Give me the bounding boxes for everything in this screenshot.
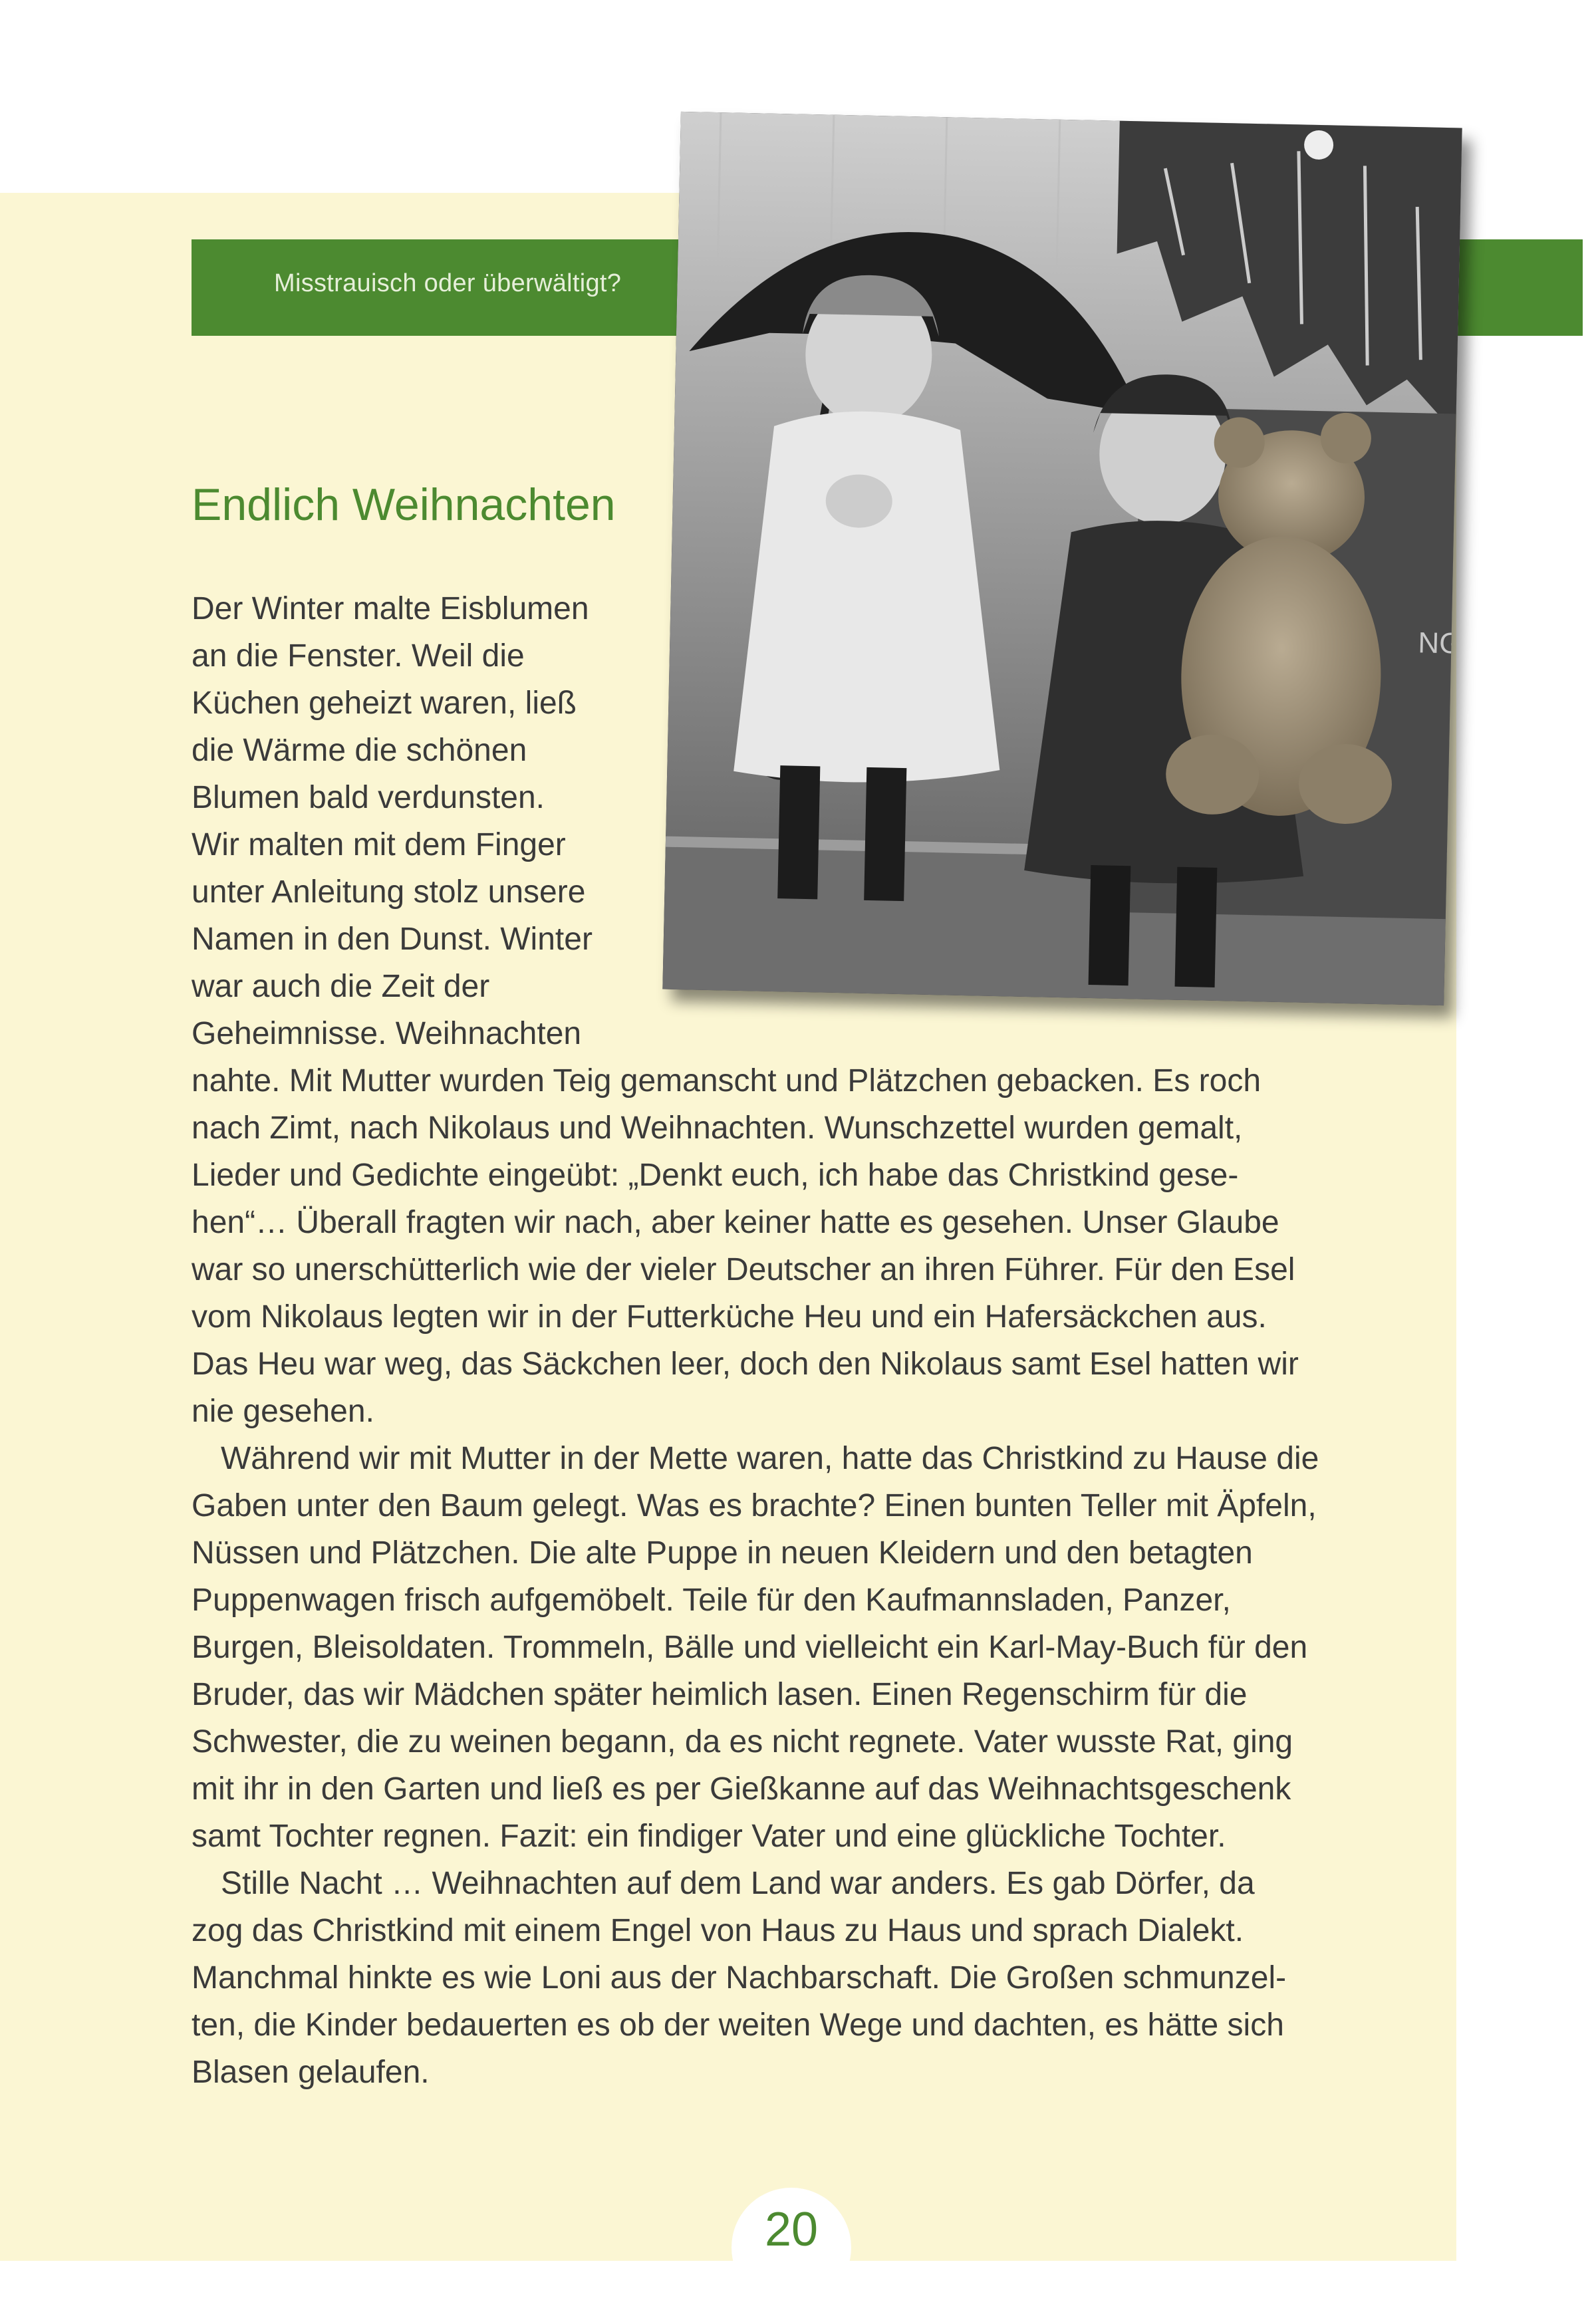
body-line: Bruder, das wir Mädchen später heimlich lasen. Einen Regenschirm für die: [192, 1677, 1248, 1712]
body-line: Blasen gelaufen.: [192, 2055, 430, 2090]
body-line: Während wir mit Mutter in der Mette waren, hatte das Christkind zu Hause die: [221, 1441, 1319, 1476]
body-line: Stille Nacht … Weihnachten auf dem Land war anders. Es gab Dörfer, da: [221, 1866, 1255, 1901]
body-line: Nüssen und Plätzchen. Die alte Puppe in neuen Kleidern und den betagten: [192, 1535, 1253, 1571]
body-line: war auch die Zeit der: [192, 969, 490, 1004]
body-line: Schwester, die zu weinen begann, da es nicht regnete. Vater wusste Rat, ging: [192, 1724, 1293, 1759]
body-line: Geheimnisse. Weihnachten: [192, 1016, 582, 1051]
body-line: die Wärme die schönen: [192, 733, 527, 768]
body-line: Puppenwagen frisch aufgemöbelt. Teile für den Kaufmannsladen, Panzer,: [192, 1583, 1231, 1618]
body-line: Namen in den Dunst. Winter: [192, 922, 593, 957]
body-line: Wir malten mit dem Finger: [192, 827, 566, 862]
body-line: war so unerschütterlich wie der vieler Deutscher an ihren Führer. Für den Esel: [192, 1252, 1295, 1287]
body-line: Blumen bald verdunsten.: [192, 780, 545, 815]
body-line: nach Zimt, nach Nikolaus und Weihnachten. Wunschzettel wurden gemalt,: [192, 1110, 1243, 1146]
body-line: Lieder und Gedichte eingeübt: „Denkt euch, ich habe das Christkind gese-: [192, 1158, 1239, 1193]
article-body: [192, 585, 1395, 2096]
body-line: nie gesehen.: [192, 1394, 374, 1429]
body-line: vom Nikolaus legten wir in der Futterküche Heu und ein Hafersäckchen aus.: [192, 1299, 1267, 1335]
section-label: Misstrauisch oder überwältigt?: [274, 269, 622, 297]
body-line: Das Heu war weg, das Säckchen leer, doch den Nikolaus samt Esel hatten wir: [192, 1347, 1299, 1382]
body-line: nahte. Mit Mutter wurden Teig gemanscht und Plätzchen gebacken. Es roch: [192, 1063, 1262, 1098]
body-line: zog das Christkind mit einem Engel von Haus zu Haus und sprach Dialekt.: [192, 1913, 1244, 1948]
body-line: Burgen, Bleisoldaten. Trommeln, Bälle und vielleicht ein Karl-May-Buch für den: [192, 1630, 1308, 1665]
body-line: mit ihr in den Garten und ließ es per Gießkanne auf das Weihnachtsgeschenk: [192, 1771, 1291, 1807]
article-title: Endlich Weihnachten: [192, 479, 616, 530]
body-line: unter Anleitung stolz unsere: [192, 874, 586, 910]
body-line: Gaben unter den Baum gelegt. Was es brachte? Einen bunten Teller mit Äpfeln,: [192, 1488, 1317, 1523]
body-line: samt Tochter regnen. Fazit: ein findiger Vater und eine glückliche Tochter.: [192, 1819, 1226, 1854]
page-number: 20: [764, 2203, 819, 2256]
body-line: an die Fenster. Weil die: [192, 638, 525, 674]
body-line: hen“… Überall fragten wir nach, aber keiner hatte es gesehen. Unser Glaube: [192, 1205, 1279, 1240]
body-line: Küchen geheizt waren, ließ: [192, 686, 577, 721]
body-line: ten, die Kinder bedauerten es ob der weiten Wege und dachten, es hätte sich: [192, 2007, 1284, 2043]
body-line: Manchmal hinkte es wie Loni aus der Nachbarschaft. Die Großen schmunzel-: [192, 1960, 1287, 1996]
photo-sign-text: NG: [1417, 626, 1462, 660]
body-line: Der Winter malte Eisblumen: [192, 591, 589, 626]
